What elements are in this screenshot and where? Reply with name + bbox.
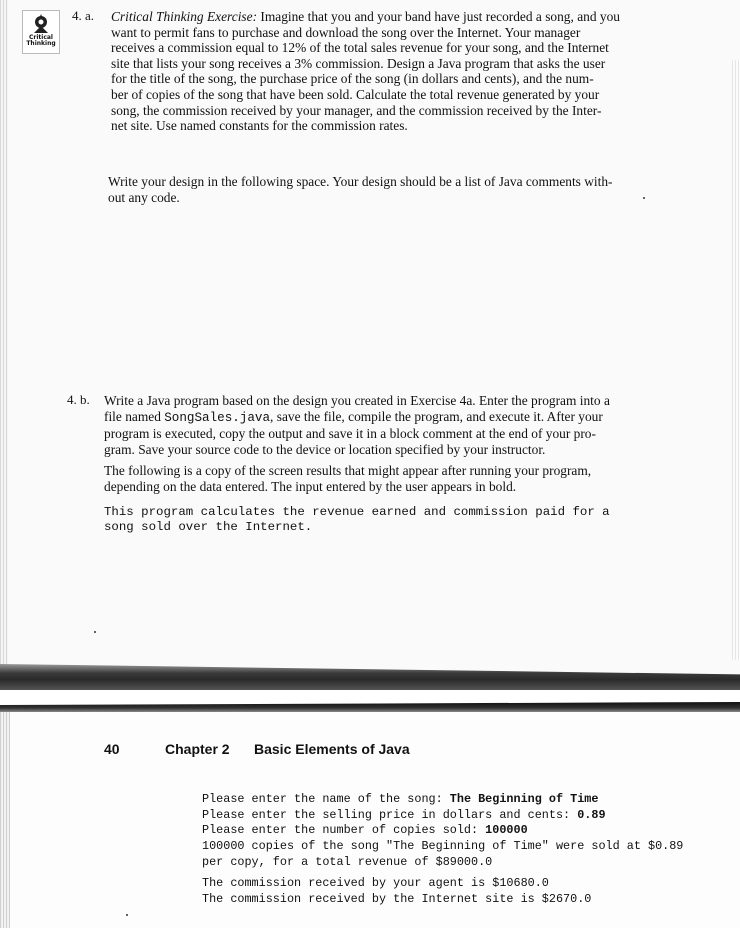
speck	[126, 914, 128, 916]
q4b-line-6: depending on the data entered. The input entered by the user appears in bold.	[104, 478, 517, 494]
q4a-line-5: for the title of the song, the purchase price of the song (in dollars and cents), and the num-	[111, 71, 594, 87]
critical-thinking-icon	[30, 13, 52, 35]
code-line-1: This program calculates the revenue earned and commission paid for a	[104, 505, 610, 519]
logo-text-line1: Critical	[28, 34, 53, 41]
page-edge-left	[0, 0, 8, 680]
speck	[94, 631, 96, 633]
output-line-song	[202, 792, 606, 808]
input-price: 0.89	[577, 807, 606, 822]
prompt-copies: Please enter the number of copies sold:	[202, 823, 486, 837]
q4b-line-3: program is executed, copy the output and save it in a block comment at the end of your pro-	[104, 426, 596, 442]
exercise-title: Critical Thinking Exercise:	[111, 9, 258, 24]
sample-output-results	[202, 839, 683, 870]
critical-thinking-logo	[22, 10, 60, 54]
q4b-line-4: gram. Save your source code to the device or location specified by your instructor.	[104, 441, 546, 457]
program-intro-output	[104, 505, 644, 535]
output-line-price	[202, 808, 606, 824]
sample-output-inputs	[202, 792, 606, 839]
site-commission: The commission received by the Internet site is $2670.0	[202, 891, 592, 906]
input-song: The Beginning of Time	[449, 792, 599, 806]
agent-commission: The commission received by your agent is $10680.0	[202, 876, 549, 890]
question-4a-text	[111, 9, 671, 134]
page-edge-right	[732, 60, 740, 660]
q4b-line-1: Write a Java program based on the design you created in Exercise 4a. Enter the program into a	[104, 393, 610, 408]
speck	[643, 197, 645, 199]
q4a-line-6: ber of copies of the song that have been sold. Calculate the total revenue generated by your	[111, 86, 600, 102]
design-line-1: Write your design in the following space. Your design should be a list of Java comments with-	[108, 174, 613, 189]
logo-text-line2: Thinking	[26, 40, 56, 47]
design-line-2: out any code.	[108, 189, 180, 205]
question-4a-number: 4. a.	[72, 8, 95, 23]
q4b-line-5: The following is a copy of the screen results that might appear after running your program,	[104, 463, 592, 479]
question-4b-text	[104, 393, 664, 495]
q4a-line-4: site that lists your song receives a 3% commission. Design a Java program that asks the user	[111, 55, 606, 71]
book-gutter-shadow-lower	[0, 702, 740, 712]
input-copies: 100000	[485, 823, 528, 837]
code-line-2: song sold over the Internet.	[104, 520, 313, 534]
result-line-2: per copy, for a total revenue of $89000.0	[202, 854, 493, 869]
page-edge-left-lower	[0, 712, 10, 928]
question-4b-number: 4. b.	[67, 392, 90, 407]
q4a-line-2: want to permit fans to purchase and download the song over the Internet. Your manager	[111, 24, 581, 40]
sample-output-commissions	[202, 876, 591, 907]
chapter-label: Chapter 2	[165, 741, 230, 757]
prompt-song: Please enter the name of the song:	[202, 792, 450, 806]
q4a-line-8: net site. Use named constants for the commission rates.	[111, 118, 408, 134]
page-number: 40	[104, 741, 120, 757]
q4b-line-2-pre: file named	[104, 408, 165, 424]
chapter-title: Basic Elements of Java	[254, 741, 410, 757]
filename-code: SongSales.java	[164, 410, 271, 425]
result-line-1: 100000 copies of the song "The Beginning of Time" were sold at $0.89	[202, 839, 684, 853]
q4b-line-2	[104, 409, 664, 427]
q4a-line-7: song, the commission received by your manager, and the commission received by the Inter-	[111, 102, 602, 118]
output-line-copies	[202, 823, 606, 839]
prompt-price: Please enter the selling price in dollars and cents:	[202, 807, 578, 822]
q4b-line-2-post: , save the file, compile the program, and execute it. After your	[270, 408, 603, 424]
q4a-line-3: receives a commission equal to 12% of the total sales revenue for your song, and the Internet	[111, 40, 609, 56]
page-gap	[0, 690, 740, 702]
design-instructions	[108, 174, 668, 205]
q4a-line-1: Imagine that you and your band have just recorded a song, and you	[257, 9, 620, 24]
